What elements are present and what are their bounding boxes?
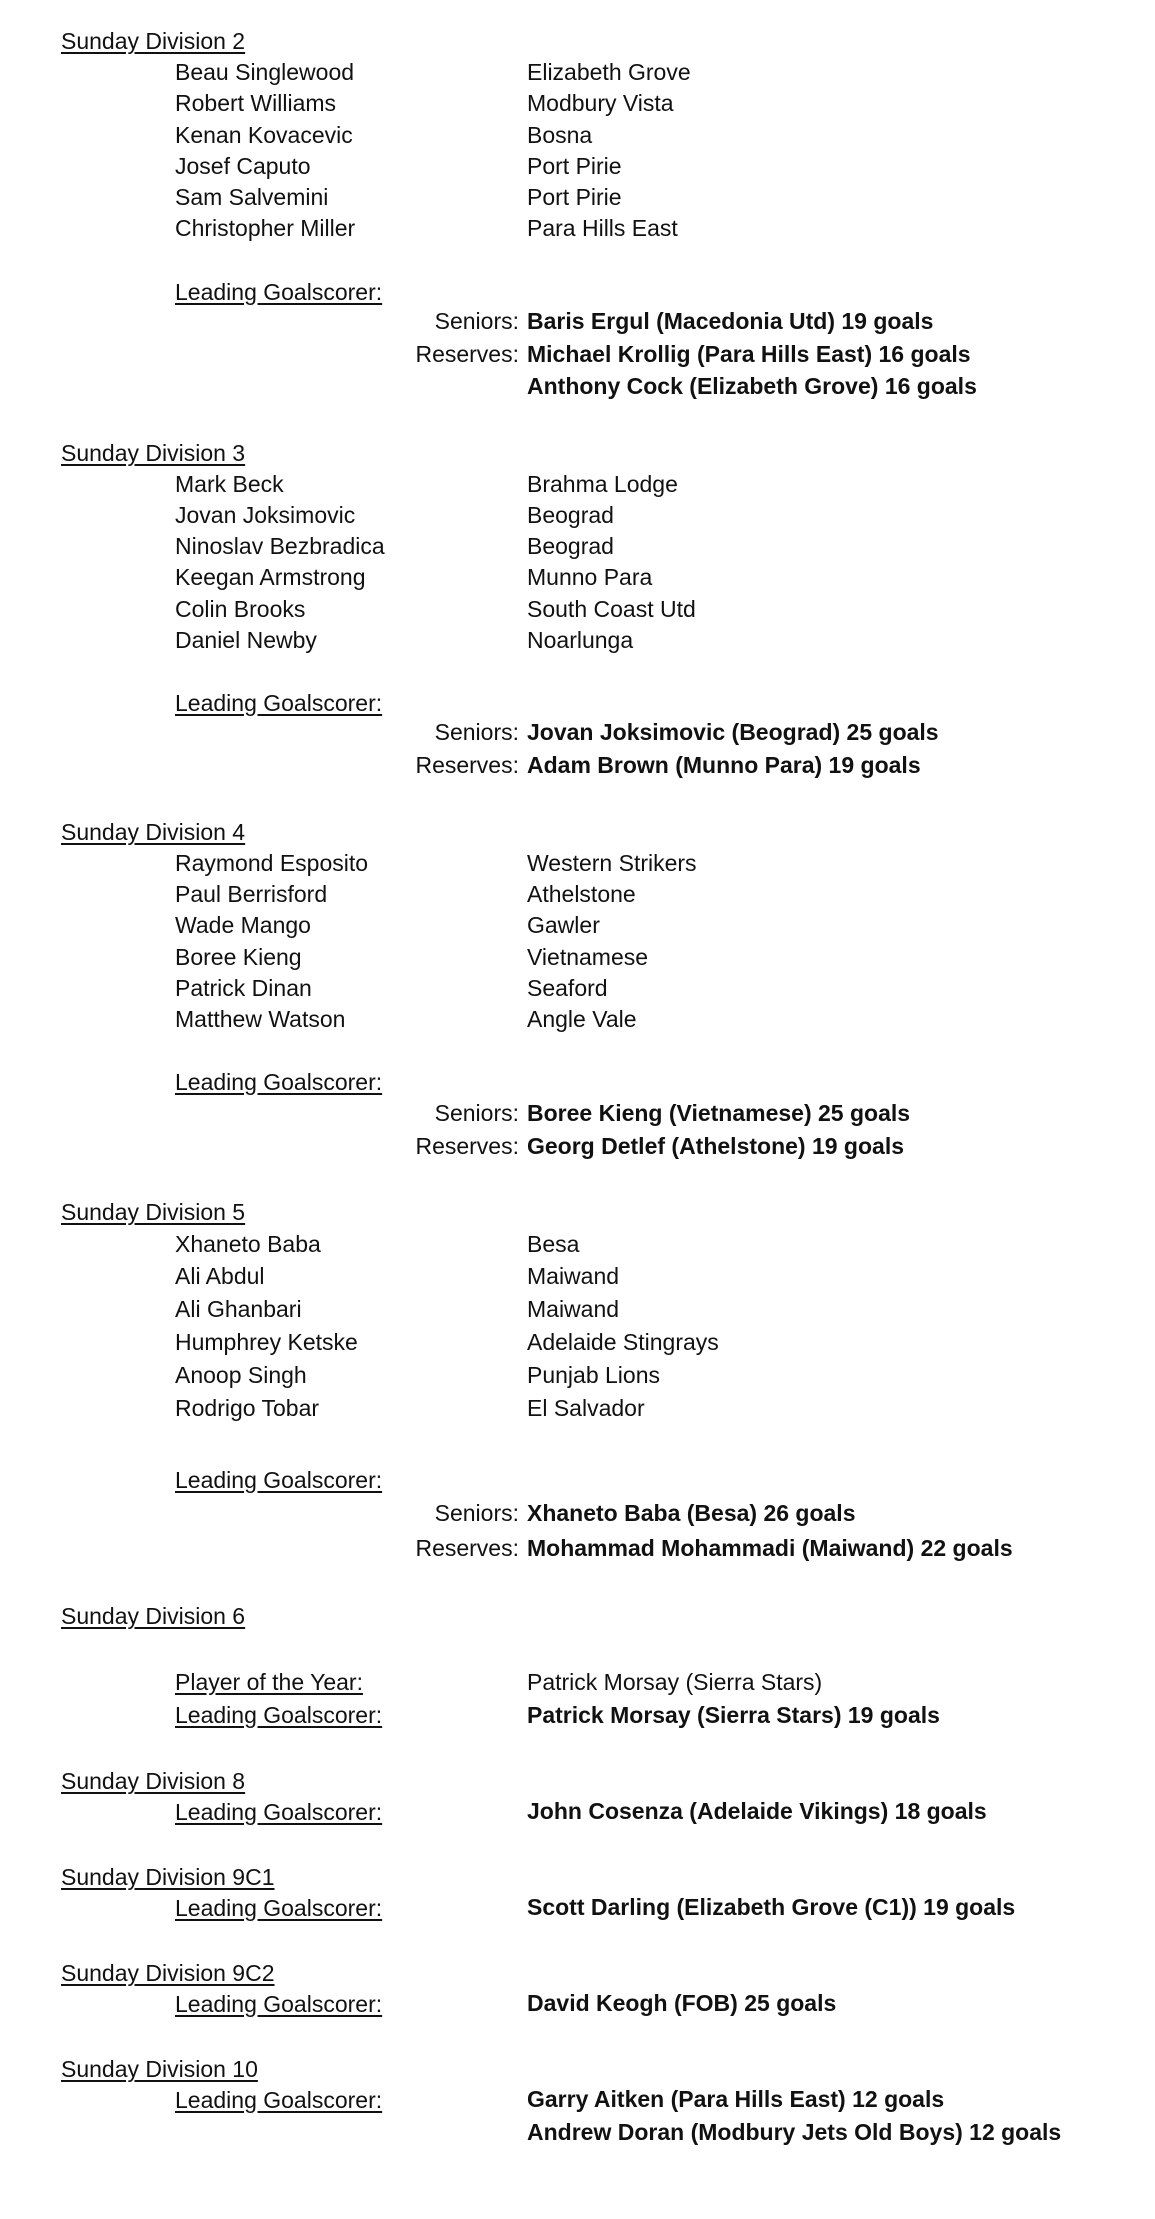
seniors-label: Seniors: (434, 1500, 519, 1526)
division-title: Sunday Division 9C1 (61, 1864, 275, 1890)
player-name: Xhaneto Baba (175, 1231, 321, 1257)
goalscorer-heading: Leading Goalscorer: (175, 1069, 383, 1095)
player-club: Port Pirie (527, 184, 622, 210)
player-name: Daniel Newby (175, 627, 317, 653)
reserves-scorer: Anthony Cock (Elizabeth Grove) 16 goals (527, 373, 977, 399)
goalscorer-value: Scott Darling (Elizabeth Grove (C1)) 19 goals (527, 1894, 1016, 1920)
player-name: Wade Mango (175, 912, 311, 938)
player-club: Athelstone (527, 881, 636, 907)
goalscorer-heading: Leading Goalscorer: (175, 690, 383, 716)
goalscorer-value: Andrew Doran (Modbury Jets Old Boys) 12 goals (527, 2119, 1062, 2145)
player-name: Colin Brooks (175, 596, 306, 622)
seniors-label: Seniors: (434, 308, 519, 334)
goalscorer-heading: Leading Goalscorer: (175, 279, 383, 305)
player-name: Josef Caputo (175, 153, 311, 179)
player-of-year-value: Patrick Morsay (Sierra Stars) (527, 1669, 823, 1695)
player-club: Western Strikers (527, 850, 697, 876)
player-name: Sam Salvemini (175, 184, 329, 210)
player-club: Seaford (527, 975, 608, 1001)
player-name: Kenan Kovacevic (175, 122, 353, 148)
player-club: El Salvador (527, 1395, 645, 1421)
goalscorer-heading: Leading Goalscorer: (175, 1702, 383, 1728)
player-name: Jovan Joksimovic (175, 502, 356, 528)
player-club: Bosna (527, 122, 593, 148)
goalscorer-heading: Leading Goalscorer: (175, 1799, 383, 1825)
goalscorer-heading: Leading Goalscorer: (175, 1467, 383, 1493)
reserves-label: Reserves: (415, 1535, 519, 1561)
player-name: Christopher Miller (175, 215, 356, 241)
player-name: Paul Berrisford (175, 881, 328, 907)
player-name: Robert Williams (175, 90, 337, 116)
player-club: Punjab Lions (527, 1362, 660, 1388)
player-club: Beograd (527, 533, 614, 559)
reserves-label: Reserves: (415, 1133, 519, 1159)
division-title: Sunday Division 8 (61, 1768, 246, 1794)
division-title: Sunday Division 4 (61, 819, 246, 845)
reserves-label: Reserves: (415, 752, 519, 778)
player-club: Elizabeth Grove (527, 59, 691, 85)
player-name: Matthew Watson (175, 1006, 346, 1032)
seniors-scorer: Jovan Joksimovic (Beograd) 25 goals (527, 719, 939, 745)
player-club: Noarlunga (527, 627, 634, 653)
reserves-label: Reserves: (415, 341, 519, 367)
reserves-scorer: Michael Krollig (Para Hills East) 16 goals (527, 341, 971, 367)
player-club: South Coast Utd (527, 596, 696, 622)
player-name: Anoop Singh (175, 1362, 307, 1388)
player-name: Mark Beck (175, 471, 284, 497)
player-of-year-label: Player of the Year: (175, 1669, 363, 1695)
player-name: Ali Abdul (175, 1263, 265, 1289)
seniors-label: Seniors: (434, 1100, 519, 1126)
player-club: Maiwand (527, 1263, 620, 1289)
player-club: Besa (527, 1231, 580, 1257)
player-name: Boree Kieng (175, 944, 302, 970)
reserves-scorer: Georg Detlef (Athelstone) 19 goals (527, 1133, 905, 1159)
division-title: Sunday Division 2 (61, 28, 246, 54)
player-name: Raymond Esposito (175, 850, 369, 876)
player-club: Brahma Lodge (527, 471, 678, 497)
division-title: Sunday Division 5 (61, 1199, 246, 1225)
player-name: Humphrey Ketske (175, 1329, 358, 1355)
player-club: Gawler (527, 912, 600, 938)
reserves-scorer: Adam Brown (Munno Para) 19 goals (527, 752, 921, 778)
reserves-scorer: Mohammad Mohammadi (Maiwand) 22 goals (527, 1535, 1013, 1561)
goalscorer-heading: Leading Goalscorer: (175, 1991, 383, 2017)
player-club: Angle Vale (527, 1006, 637, 1032)
player-club: Modbury Vista (527, 90, 674, 116)
division-title: Sunday Division 9C2 (61, 1960, 275, 1986)
player-club: Maiwand (527, 1296, 620, 1322)
goalscorer-value: David Keogh (FOB) 25 goals (527, 1990, 837, 2016)
goalscorer-value: John Cosenza (Adelaide Vikings) 18 goals (527, 1798, 987, 1824)
division-title: Sunday Division 3 (61, 440, 246, 466)
seniors-scorer: Boree Kieng (Vietnamese) 25 goals (527, 1100, 911, 1126)
player-name: Rodrigo Tobar (175, 1395, 320, 1421)
player-club: Vietnamese (527, 944, 649, 970)
player-club: Port Pirie (527, 153, 622, 179)
player-name: Patrick Dinan (175, 975, 312, 1001)
player-club: Beograd (527, 502, 614, 528)
player-name: Ali Ghanbari (175, 1296, 302, 1322)
player-name: Keegan Armstrong (175, 564, 366, 590)
goalscorer-heading: Leading Goalscorer: (175, 2087, 383, 2113)
goalscorer-value: Garry Aitken (Para Hills East) 12 goals (527, 2086, 945, 2112)
goalscorer-value: Patrick Morsay (Sierra Stars) 19 goals (527, 1702, 940, 1728)
seniors-scorer: Xhaneto Baba (Besa) 26 goals (527, 1500, 856, 1526)
player-name: Beau Singlewood (175, 59, 355, 85)
player-club: Para Hills East (527, 215, 678, 241)
seniors-label: Seniors: (434, 719, 519, 745)
goalscorer-heading: Leading Goalscorer: (175, 1895, 383, 1921)
division-title: Sunday Division 6 (61, 1603, 246, 1629)
player-club: Munno Para (527, 564, 653, 590)
player-club: Adelaide Stingrays (527, 1329, 719, 1355)
player-name: Ninoslav Bezbradica (175, 533, 385, 559)
seniors-scorer: Baris Ergul (Macedonia Utd) 19 goals (527, 308, 934, 334)
division-title: Sunday Division 10 (61, 2056, 258, 2082)
